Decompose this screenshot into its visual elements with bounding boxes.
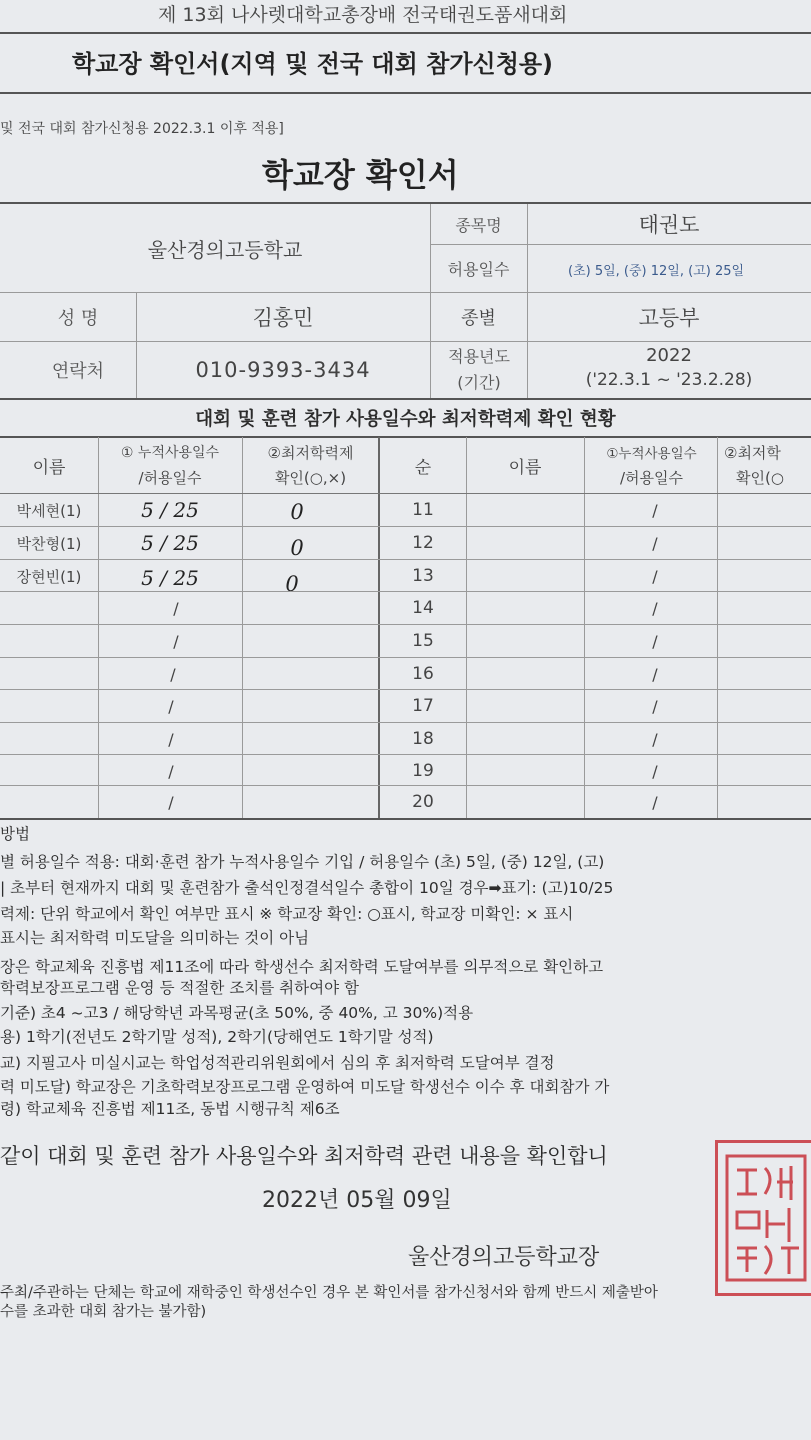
footnote-line-1: 주최/주관하는 단체는 학교에 재학중인 학생선수인 경우 본 확인서를 참가신청서와 함께 반드시 제출받아: [0, 1285, 658, 1301]
table-row-order: 15: [412, 631, 434, 651]
division-value: 고등부: [638, 306, 700, 330]
table-row-min: 0: [290, 500, 304, 524]
divider: [0, 526, 811, 527]
divider: [0, 591, 811, 592]
period-value: ('22.3.1 ~ '23.2.28): [585, 370, 753, 390]
note-line: | 초부터 현재까지 대회 및 훈련참가 출석인정결석일수 총합이 10일 경우➡표기: (고)10/25: [0, 879, 614, 897]
note-line: 용) 1학기(전년도 2학기말 성적), 2학기(당해연도 1학기말 성적): [0, 1028, 434, 1046]
table-row-days-right: /: [652, 566, 658, 586]
table-row-days-right: /: [652, 761, 658, 781]
label-period: (기간): [457, 373, 501, 392]
header-banner: 제 13회 나사렛대학교총장배 전국태권도품새대회: [158, 4, 568, 26]
table-row-min: 0: [285, 572, 299, 596]
divider: [0, 785, 811, 786]
table-row-order: 11: [412, 500, 434, 520]
table-row-min: 0: [290, 536, 304, 560]
table-row-days-right: /: [652, 533, 658, 553]
label-year: 적용년도: [448, 347, 510, 366]
doc-title: 학교장 확인서(지역 및 전국 대회 참가신청용): [72, 50, 554, 78]
table-row-order: 16: [412, 664, 434, 684]
official-seal-stamp: [715, 1140, 811, 1296]
school-name: 울산경의고등학교: [147, 237, 303, 262]
table-row-days-right: /: [652, 792, 658, 812]
confirm-sentence: 같이 대회 및 훈련 참가 사용일수와 최저학력 관련 내용을 확인합니: [0, 1144, 608, 1168]
table-row-days: 5 / 25: [141, 531, 199, 555]
th-min-2: 확인(○,×): [274, 469, 347, 487]
year-value: 2022: [646, 345, 692, 366]
note-line: 력 미도달) 학교장은 기초학력보장프로그램 운영하여 미도달 학생선수 이수 후 대회참가 가: [0, 1078, 610, 1096]
table-row-days: /: [168, 792, 174, 812]
table-row-days: /: [168, 729, 174, 749]
table-row-days-right: /: [652, 664, 658, 684]
table-row-days: /: [170, 664, 176, 684]
table-row-days-right: /: [652, 500, 658, 520]
note-line: 방법: [0, 825, 30, 843]
table-row-days-right: /: [652, 631, 658, 651]
event-value: 태권도: [638, 213, 700, 237]
divider: [0, 92, 811, 94]
note-line: 교) 지필고사 미실시교는 학업성적관리위원회에서 심의 후 최저학력 도달여부 결정: [0, 1054, 555, 1072]
th-min-right-1: ②최저학: [724, 444, 781, 462]
divider: [0, 689, 811, 690]
table-row-days-right: /: [652, 598, 658, 618]
divider: [0, 754, 811, 755]
footnote-line-2: 수를 초과한 대회 참가는 불가함): [0, 1304, 207, 1320]
table-row-days: 5 / 25: [141, 566, 199, 590]
table-row-days: /: [168, 696, 174, 716]
th-days-right-2: /허용일수: [619, 469, 683, 487]
signer-name: 울산경의고등학교장: [408, 1245, 600, 1270]
th-days-right-1: ①누적사용일수: [606, 446, 697, 462]
table-row-order: 13: [412, 566, 434, 586]
note-line: 학력보장프로그램 운영 등 적절한 조치를 취하여야 함: [0, 979, 359, 997]
divider: [0, 32, 811, 34]
table-row-order: 17: [412, 696, 434, 716]
table-row-order: 19: [412, 761, 434, 781]
note-line: 표시는 최저학력 미도달을 의미하는 것이 아님: [0, 929, 310, 947]
note-line: 별 허용일수 적용: 대회·훈련 참가 누적사용일수 기입 / 허용일수 (초) 5일, (중) 12일, (고): [0, 853, 605, 871]
table-row-order: 12: [412, 533, 434, 553]
table-row-name: 박찬형(1): [16, 534, 82, 553]
table-row-order: 20: [412, 792, 434, 812]
label-division: 종별: [461, 308, 496, 329]
section-title: 대회 및 훈련 참가 사용일수와 최저학력제 확인 현황: [195, 409, 616, 430]
table-row-days: 5 / 25: [141, 498, 199, 522]
label-event: 종목명: [455, 215, 502, 235]
table-row-name: 장현빈(1): [16, 567, 82, 586]
applicant-name: 김홍민: [252, 306, 314, 330]
allowed-days-value: (초) 5일, (중) 12일, (고) 25일: [568, 264, 745, 279]
th-days-2: /허용일수: [138, 469, 202, 487]
table-row-days-right: /: [652, 696, 658, 716]
seal-glyph-icon: [721, 1148, 811, 1288]
table-row-days: /: [168, 761, 174, 781]
note-line: 기준) 초4 ~고3 / 해당학년 과목평균(초 50%, 중 40%, 고 30%)적용: [0, 1004, 474, 1022]
divider: [0, 657, 811, 658]
confirm-date: 2022년 05월 09일: [262, 1188, 452, 1213]
th-order: 순: [414, 457, 432, 478]
label-allowed-days: 허용일수: [447, 259, 510, 279]
table-row-days-right: /: [652, 729, 658, 749]
divider: [0, 722, 811, 723]
th-days-1: ① 누적사용일수: [120, 445, 220, 461]
divider: [0, 624, 811, 625]
th-min-right-2: 확인(○: [736, 469, 784, 487]
note-line: 령) 학교체육 진흥법 제11조, 동법 시행규칙 제6조: [0, 1100, 340, 1118]
th-min-1: ②최저학력제: [267, 444, 354, 462]
table-row-days: /: [173, 598, 179, 618]
th-name: 이름: [32, 457, 66, 478]
contact-value: 010-9393-3434: [195, 358, 371, 382]
divider: [0, 559, 811, 560]
th-name-right: 이름: [508, 457, 542, 478]
label-contact: 연락처: [51, 361, 105, 382]
form-title: 학교장 확인서: [262, 156, 459, 194]
note-line: 력제: 단위 학교에서 확인 여부만 표시 ※ 학교장 확인: ○표시, 학교장 미확인: × 표시: [0, 905, 574, 923]
table-row-name: 박세현(1): [16, 501, 82, 520]
label-name: 성 명: [57, 308, 99, 329]
table-row-order: 18: [412, 729, 434, 749]
subnote: 및 전국 대회 참가신청용 2022.3.1 이후 적용]: [0, 121, 284, 137]
table-row-order: 14: [412, 598, 434, 618]
divider: [0, 818, 811, 820]
divider: [466, 437, 467, 818]
table-row-days: /: [173, 631, 179, 651]
note-line: 장은 학교체육 진흥법 제11조에 따라 학생선수 최저학력 도달여부를 의무적으로 확인하고: [0, 958, 604, 976]
